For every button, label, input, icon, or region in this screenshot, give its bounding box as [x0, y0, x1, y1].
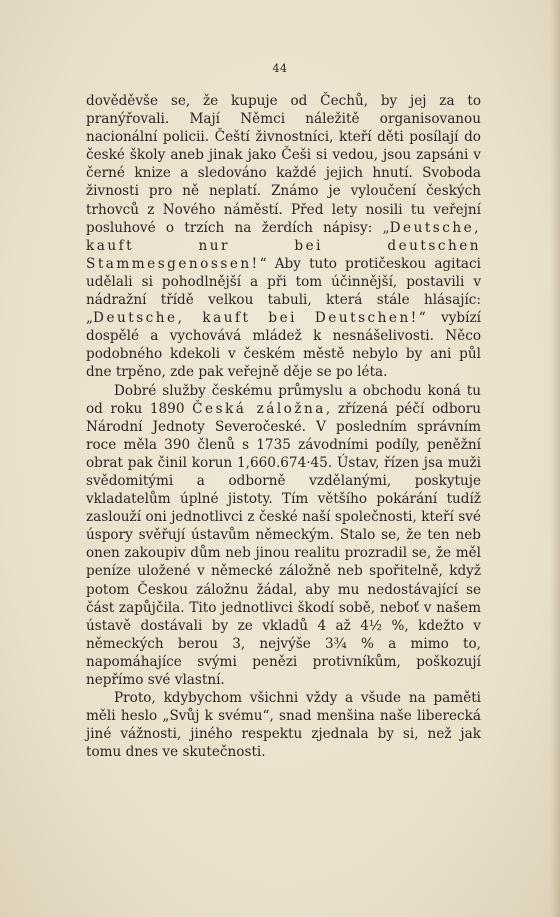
- paragraph-1: [86, 92, 481, 382]
- text-segment: dověděvše se, že kupuje od Čechů, by jej za to pranýřovali. Mají Němci náležitě organisovanou nacionální policii. Čeští živnostníci, kteří děti posílají do české školy aneb jinak jako Češi si vedou, jsou zapsáni v černé knize a sledováno každé jejich hnutí. Svoboda živnosti pro ně neplatí. Známo je vyloučení českých trhovců z Nového náměstí. Před lety nosili tu veřejní posluhové o trzích na žerdích nápisy: „: [86, 93, 481, 236]
- paragraph-2: [86, 382, 481, 690]
- page-edge-shadow: [550, 0, 560, 917]
- spaced-text-segment: Deutsche, kauft nur bei deutschen Stammesgenossen!: [86, 219, 481, 272]
- text-segment: “ Aby tuto protičeskou agitaci udělali si pohodlnější a při tom účinnější, postavili v nádražní třídě velkou tabuli, která stále hlásajíc: „: [86, 255, 481, 327]
- spaced-text-segment: Česká záložna: [192, 400, 326, 417]
- text-segment: , zřízená péčí odboru Národní Jednoty Severočeské. V posledním správním roce měla 390 členů s 1735 závodními podíly, peněžní obrat pak činil korun 1,660.674·45. Ústav, řízen jsa muži svědomitými a odborně vzdělanými, poskytuje vkladatelům úplné jistoty. Tím většího pokárání tudíž zaslouží oni jednotlivci z české naší společnosti, kteří své úspory svěřují ústavům německým. Stalo se, že ten neb onen zakoupiv dům neb jinou realitu prozradil se, že měl peníze uložené v německé záložně neb spořitelně, když potom Českou záložnu žádal, aby mu nedostávající se část zapůjčila. Tito jednotlivci škodí sobě, neboť v našem ústavě dostávali by ze vkladů 4 až 4½ %, kdežto v německých berou 3, nejvýše 3¾ % a mimo to, napomáhajíce svými penězi protivníkům, poškozují nepřímo své vlastní.: [86, 400, 481, 688]
- paragraph-3: [86, 689, 481, 761]
- text-segment: Dobré služby českému průmyslu a obchodu koná tu od roku 1890: [86, 382, 481, 417]
- spaced-text-segment: Deutsche, kauft bei Deutschen!: [93, 310, 419, 327]
- page-number: 44: [272, 62, 288, 75]
- text-segment: Proto, kdybychom všichni vždy a všude na paměti měli heslo „Svůj k svému“, snad menšina naše liberecká jiné vážnosti, jiného respektu zjednala by si, než jak tomu dnes ve skutečnosti.: [86, 690, 481, 761]
- text-segment: “ vybízí dospělé a vychovává mládež k nesnášelivosti. Něco podobného kdekoli v českém městě nebylo by ani půl dne trpěno, zde pak veřejně děje se po léta.: [86, 310, 481, 381]
- body-text: [86, 92, 481, 761]
